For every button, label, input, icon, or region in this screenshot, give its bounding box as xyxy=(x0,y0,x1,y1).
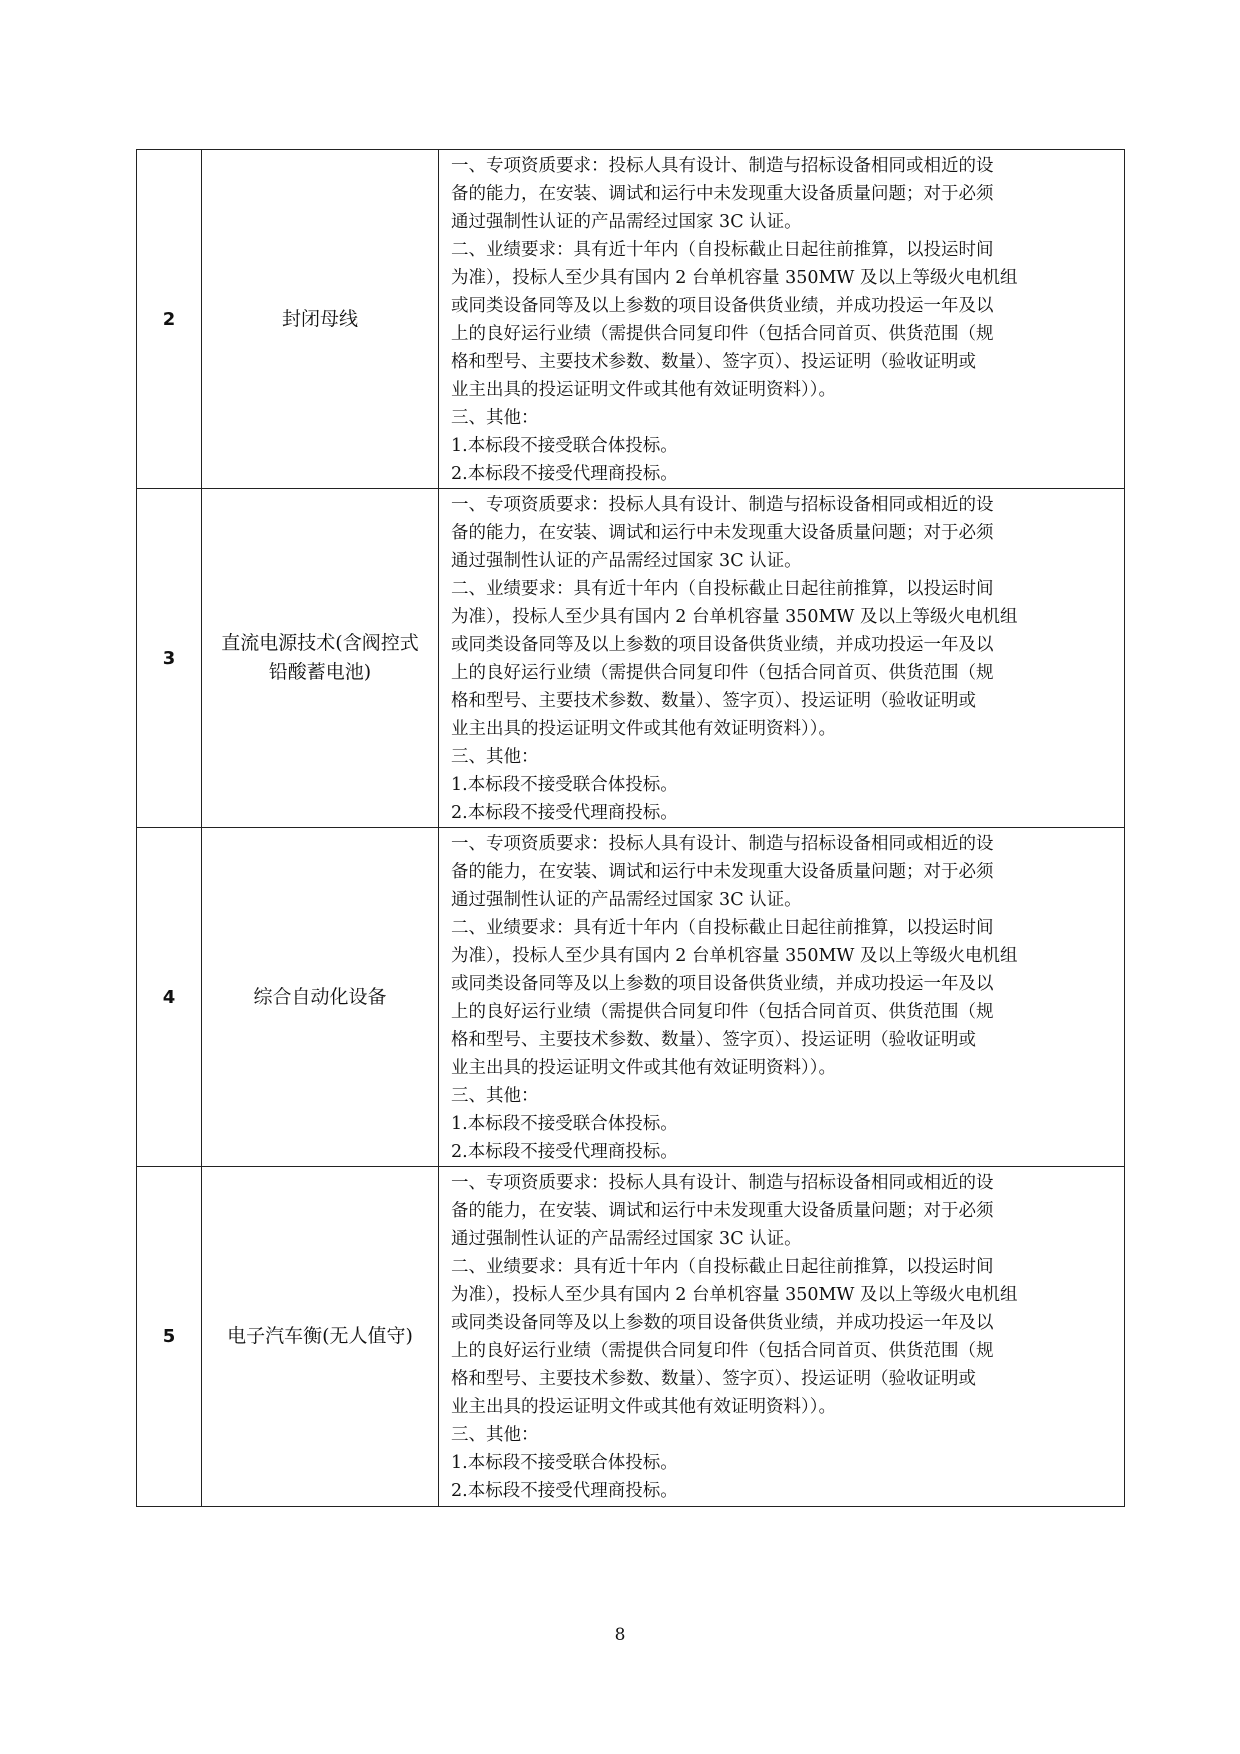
requirement-line: 一、专项资质要求：投标人具有设计、制造与招标设备相同或相近的设 xyxy=(451,1173,994,1193)
requirement-line: 1.本标段不接受联合体投标。 xyxy=(451,775,678,795)
equipment-name: 直流电源技术(含阀控式铅酸蓄电池) xyxy=(202,489,439,828)
requirement-line: 上的良好运行业绩（需提供合同复印件（包括合同首页、供货范围（规 xyxy=(451,1002,994,1022)
table-row xyxy=(137,489,1125,828)
row-number: 2 xyxy=(137,150,202,489)
requirement-line: 二、业绩要求：具有近十年内（自投标截止日起往前推算，以投运时间 xyxy=(451,918,994,938)
requirement-line: 2.本标段不接受代理商投标。 xyxy=(451,803,678,823)
requirements-cell xyxy=(439,489,1125,828)
requirement-line: 通过强制性认证的产品需经过国家 3C 认证。 xyxy=(451,551,802,571)
requirement-line: 为准），投标人至少具有国内 2 台单机容量 350MW 及以上等级火电机组 xyxy=(451,268,1018,288)
requirement-line: 为准），投标人至少具有国内 2 台单机容量 350MW 及以上等级火电机组 xyxy=(451,607,1018,627)
requirement-line: 三、其他： xyxy=(451,1425,539,1445)
requirement-line: 格和型号、主要技术参数、数量）、签字页）、投运证明（验收证明或 xyxy=(451,691,976,711)
table-row xyxy=(137,828,1125,1167)
row-number: 4 xyxy=(137,828,202,1167)
requirement-line: 2.本标段不接受代理商投标。 xyxy=(451,1142,678,1162)
requirement-line: 二、业绩要求：具有近十年内（自投标截止日起往前推算，以投运时间 xyxy=(451,579,994,599)
requirement-line: 格和型号、主要技术参数、数量）、签字页）、投运证明（验收证明或 xyxy=(451,1030,976,1050)
equipment-name: 封闭母线 xyxy=(202,150,439,489)
requirement-line: 为准），投标人至少具有国内 2 台单机容量 350MW 及以上等级火电机组 xyxy=(451,946,1018,966)
requirement-line: 为准），投标人至少具有国内 2 台单机容量 350MW 及以上等级火电机组 xyxy=(451,1285,1018,1305)
requirement-line: 上的良好运行业绩（需提供合同复印件（包括合同首页、供货范围（规 xyxy=(451,1341,994,1361)
equipment-name: 综合自动化设备 xyxy=(202,828,439,1167)
requirement-line: 二、业绩要求：具有近十年内（自投标截止日起往前推算，以投运时间 xyxy=(451,240,994,260)
requirement-line: 三、其他： xyxy=(451,1086,539,1106)
requirement-line: 通过强制性认证的产品需经过国家 3C 认证。 xyxy=(451,212,802,232)
requirement-line: 通过强制性认证的产品需经过国家 3C 认证。 xyxy=(451,890,802,910)
requirement-line: 备的能力，在安装、调试和运行中未发现重大设备质量问题；对于必须 xyxy=(451,862,994,882)
requirements-cell xyxy=(439,828,1125,1167)
requirement-line: 或同类设备同等及以上参数的项目设备供货业绩，并成功投运一年及以 xyxy=(451,1313,994,1333)
page-number: 8 xyxy=(614,1625,626,1645)
requirement-line: 格和型号、主要技术参数、数量）、签字页）、投运证明（验收证明或 xyxy=(451,1369,976,1389)
requirements-table xyxy=(136,149,1125,1507)
requirement-line: 备的能力，在安装、调试和运行中未发现重大设备质量问题；对于必须 xyxy=(451,184,994,204)
requirement-line: 一、专项资质要求：投标人具有设计、制造与招标设备相同或相近的设 xyxy=(451,156,994,176)
table-row xyxy=(137,1167,1125,1507)
requirement-line: 1.本标段不接受联合体投标。 xyxy=(451,1453,678,1473)
requirement-line: 业主出具的投运证明文件或其他有效证明资料））。 xyxy=(451,719,836,739)
table-row xyxy=(137,150,1125,489)
requirement-line: 业主出具的投运证明文件或其他有效证明资料））。 xyxy=(451,380,836,400)
requirements-cell xyxy=(439,150,1125,489)
row-number: 3 xyxy=(137,489,202,828)
requirement-line: 通过强制性认证的产品需经过国家 3C 认证。 xyxy=(451,1229,802,1249)
requirement-line: 一、专项资质要求：投标人具有设计、制造与招标设备相同或相近的设 xyxy=(451,834,994,854)
requirement-line: 1.本标段不接受联合体投标。 xyxy=(451,1114,678,1134)
requirement-line: 备的能力，在安装、调试和运行中未发现重大设备质量问题；对于必须 xyxy=(451,523,994,543)
requirement-line: 上的良好运行业绩（需提供合同复印件（包括合同首页、供货范围（规 xyxy=(451,663,994,683)
requirement-line: 格和型号、主要技术参数、数量）、签字页）、投运证明（验收证明或 xyxy=(451,352,976,372)
requirement-line: 备的能力，在安装、调试和运行中未发现重大设备质量问题；对于必须 xyxy=(451,1201,994,1221)
requirement-line: 业主出具的投运证明文件或其他有效证明资料））。 xyxy=(451,1058,836,1078)
requirement-line: 三、其他： xyxy=(451,408,539,428)
requirement-line: 上的良好运行业绩（需提供合同复印件（包括合同首页、供货范围（规 xyxy=(451,324,994,344)
requirement-line: 或同类设备同等及以上参数的项目设备供货业绩，并成功投运一年及以 xyxy=(451,974,994,994)
requirement-line: 一、专项资质要求：投标人具有设计、制造与招标设备相同或相近的设 xyxy=(451,495,994,515)
row-number: 5 xyxy=(137,1167,202,1507)
requirement-line: 业主出具的投运证明文件或其他有效证明资料））。 xyxy=(451,1397,836,1417)
requirement-line: 或同类设备同等及以上参数的项目设备供货业绩，并成功投运一年及以 xyxy=(451,635,994,655)
requirement-line: 二、业绩要求：具有近十年内（自投标截止日起往前推算，以投运时间 xyxy=(451,1257,994,1277)
equipment-name: 电子汽车衡(无人值守) xyxy=(202,1167,439,1507)
requirement-line: 2.本标段不接受代理商投标。 xyxy=(451,464,678,484)
requirement-line: 或同类设备同等及以上参数的项目设备供货业绩，并成功投运一年及以 xyxy=(451,296,994,316)
requirement-line: 三、其他： xyxy=(451,747,539,767)
requirement-line: 1.本标段不接受联合体投标。 xyxy=(451,436,678,456)
requirement-line: 2.本标段不接受代理商投标。 xyxy=(451,1481,678,1501)
requirements-cell xyxy=(439,1167,1125,1507)
